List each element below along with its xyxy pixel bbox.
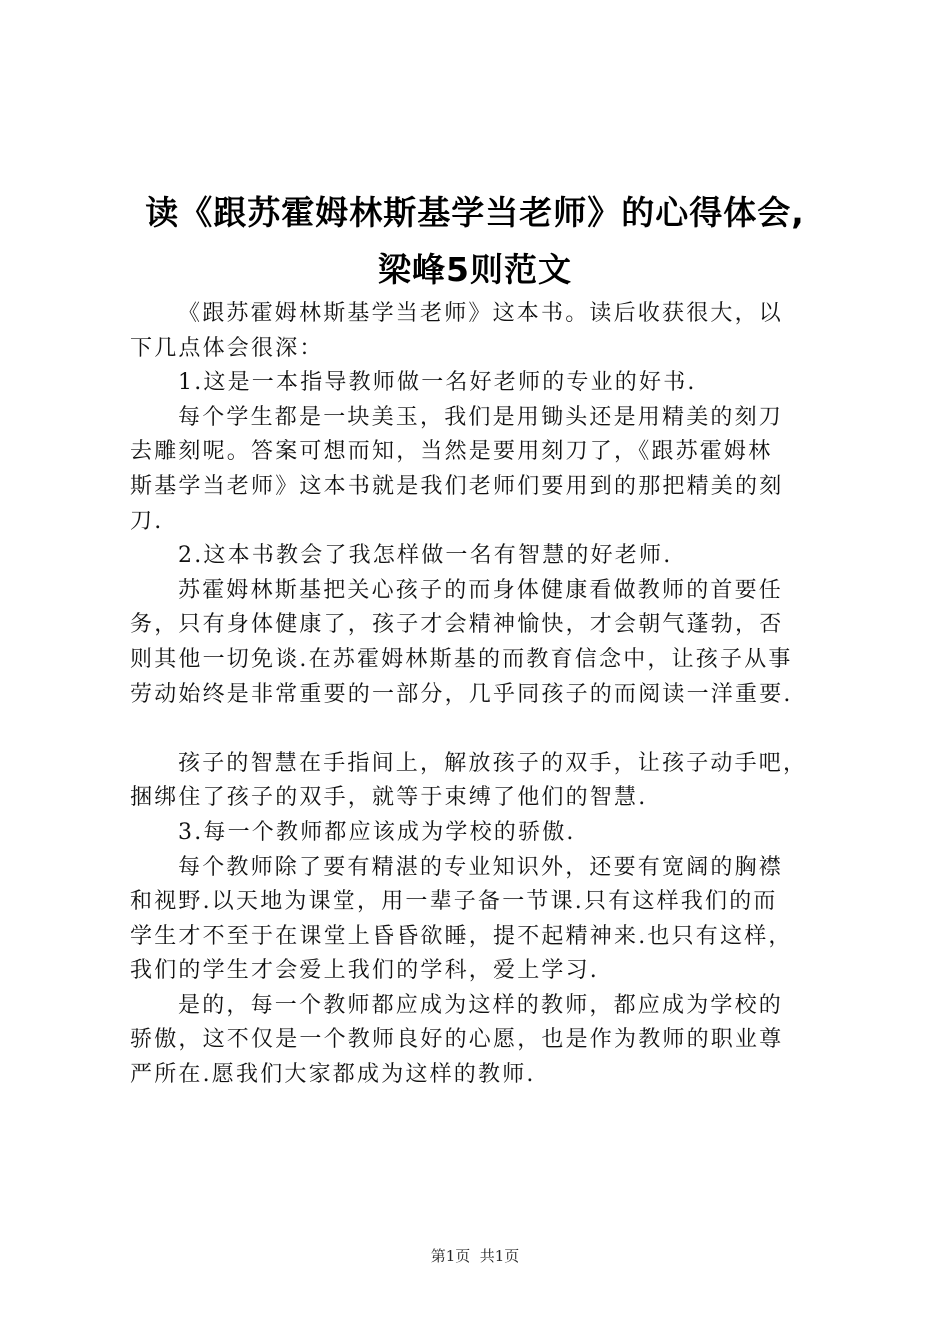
body-line: 斯基学当老师》这本书就是我们老师们要用到的那把精美的刻 — [130, 473, 784, 499]
document-title-line-1: 读《跟苏霍姆林斯基学当老师》的心得体会, — [145, 193, 805, 232]
body-line: 去雕刻呢。答案可想而知，当然是要用刻刀了，《跟苏霍姆林 — [130, 439, 773, 465]
page-footer: 第1页 共1页 — [430, 1247, 520, 1265]
body-line: 劳动始终是非常重要的一部分，几乎同孩子的而阅读一洋重要. — [130, 681, 793, 707]
body-line: 我们的学生才会爱上我们的学科，爱上学习. — [130, 958, 599, 984]
document-title-line-2: 梁峰5则范文 — [378, 250, 572, 289]
body-line: 骄傲，这不仅是一个教师良好的心愿，也是作为教师的职业尊 — [130, 1027, 784, 1053]
body-line: 每个教师除了要有精湛的专业知识外，还要有宽阔的胸襟 — [178, 854, 784, 880]
body-line: 下几点体会很深： — [130, 335, 324, 361]
body-line: 学生才不至于在课堂上昏昏欲睡，提不起精神来.也只有这样， — [130, 923, 793, 949]
body-line: 每个学生都是一块美玉，我们是用锄头还是用精美的刻刀 — [178, 404, 784, 430]
body-line: 捆绑住了孩子的双手，就等于束缚了他们的智慧. — [130, 785, 648, 811]
paragraph-gap — [130, 712, 838, 747]
body-line: 苏霍姆林斯基把关心孩子的而身体健康看做教师的首要任 — [178, 577, 784, 603]
body-line: 3.每一个教师都应该成为学校的骄傲. — [178, 819, 576, 845]
body-line: 《跟苏霍姆林斯基学当老师》这本书。读后收获很大，以 — [178, 301, 784, 326]
body-line: 孩子的智慧在手指间上，解放孩子的双手，让孩子动手吧， — [178, 750, 808, 776]
body-line: 刀. — [130, 508, 164, 534]
body-line: 1.这是一本指导教师做一名好老师的专业的好书. — [178, 370, 697, 396]
body-line: 严所在.愿我们大家都成为这样的教师. — [130, 1062, 536, 1088]
body-line: 是的，每一个教师都应成为这样的教师，都应成为学校的 — [178, 992, 784, 1018]
body-line: 2.这本书教会了我怎样做一名有智慧的好老师. — [178, 543, 673, 569]
document-body — [130, 297, 838, 1093]
body-line: 则其他一切免谈.在苏霍姆林斯基的而教育信念中，让孩子从事 — [130, 646, 793, 672]
body-line: 务，只有身体健康了，孩子才会精神愉快，才会朝气蓬勃，否 — [130, 612, 784, 638]
body-line: 和视野.以天地为课堂，用一辈子备一节课.只有这样我们的而 — [130, 889, 778, 915]
